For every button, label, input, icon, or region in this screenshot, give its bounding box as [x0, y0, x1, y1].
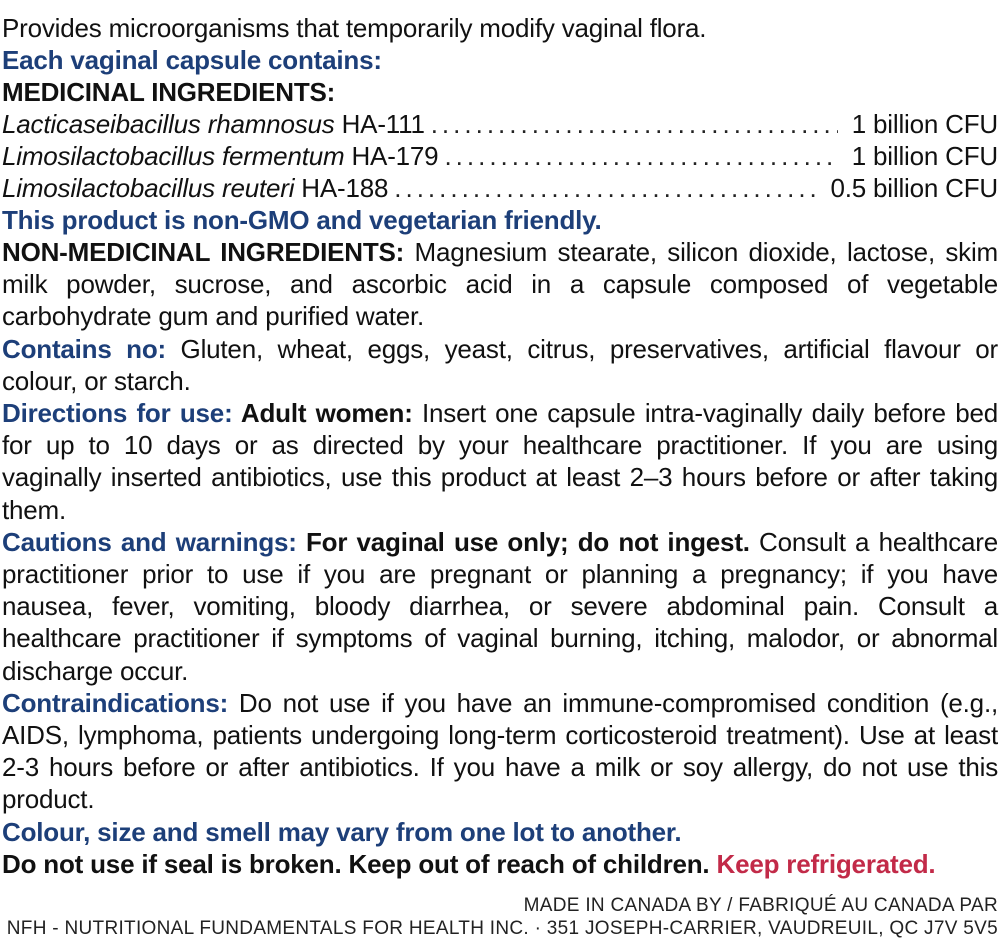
colour-note: Colour, size and smell may vary from one lot to another.: [2, 816, 682, 847]
cautions-sublabel: For vaginal use only; do not ingest.: [296, 526, 750, 557]
contraindications-section: [2, 687, 998, 816]
cautions-section: [2, 526, 998, 687]
manufacturer-footer: [2, 894, 998, 940]
ingredient-name: Limosilactobacillus fermentum: [2, 141, 345, 171]
ingredient-amount: 1 billion CFU: [851, 141, 998, 171]
dot-leader: [394, 172, 816, 204]
seal-note: Do not use if seal is broken. Keep out of reach of children.: [2, 848, 710, 879]
ingredient-list: [2, 108, 1000, 204]
ingredient-name: Limosilactobacillus reuteri: [2, 173, 295, 203]
contains-no-section: [2, 333, 998, 397]
contraindications-text: Do not use if you have an immune-compromised condition (e.g., AIDS, lymphoma, patients undergoing long-term corticosteroid treatment). Use at least 2-3 hours before or after antibiotics. If you have a milk or soy allergy, do not use this product.: [2, 687, 998, 815]
ingredient-strain: HA-188: [294, 173, 389, 203]
ingredient-amount: 0.5 billion CFU: [830, 173, 998, 203]
ingredient-row: [2, 108, 998, 140]
cautions-label: Cautions and warnings:: [2, 526, 297, 557]
footer-line-1: MADE IN CANADA BY / FABRIQUÉ AU CANADA PAR: [523, 894, 998, 916]
contains-no-text: Gluten, wheat, eggs, yeast, citrus, preservatives, artificial flavour or colour, or starch.: [2, 333, 998, 396]
ingredient-strain: HA-179: [344, 141, 439, 171]
cautions-text: Consult a healthcare practitioner prior to use if you are pregnant or planning a pregnancy; if you have nausea, fever, vomiting, bloody diarrhea, or severe abdominal pain. Consult a healthcare practitioner if symptoms of vaginal burning, itching, malodor, or abnormal discharge occur.: [2, 526, 998, 686]
directions-sublabel: Adult women:: [232, 398, 413, 429]
ingredient-name: Lacticaseibacillus rhamnosus: [2, 109, 335, 139]
non-gmo-statement: This product is non-GMO and vegetarian friendly.: [2, 205, 602, 235]
footer-line-2: NFH - NUTRITIONAL FUNDAMENTALS FOR HEALTH INC. · 351 JOSEPH-CARRIER, VAUDREUIL, QC J7V 5V5: [6, 917, 998, 939]
medicinal-heading: MEDICINAL INGREDIENTS:: [2, 77, 336, 107]
ingredient-row: [2, 140, 998, 172]
refrigerate-warning: Keep refrigerated.: [709, 848, 936, 879]
capsule-heading: Each vaginal capsule contains:: [2, 45, 382, 75]
directions-text: Insert one capsule intra-vaginally daily before bed for up to 10 days or as directed by your healthcare practitioner. If you are using vaginally inserted antibiotics, use this product at least 2–3 hours before or after taking them.: [2, 398, 999, 525]
intro-text: Provides microorganisms that temporarily modify vaginal flora.: [2, 13, 707, 43]
non-medicinal-section: [2, 236, 998, 333]
non-medicinal-label: NON-MEDICINAL INGREDIENTS:: [2, 237, 405, 267]
ingredient-strain: HA-111: [334, 109, 425, 139]
contains-no-label: Contains no:: [2, 333, 166, 364]
dot-leader: [444, 140, 837, 172]
contraindications-label: Contraindications:: [2, 687, 229, 718]
seal-warning: [2, 848, 1000, 880]
dot-leader: [431, 108, 838, 140]
non-medicinal-text: Magnesium stearate, silicon dioxide, lactose, skim milk powder, sucrose, and ascorbic acid in a capsule composed of vegetable carbohydrate gum and purified water.: [2, 237, 998, 332]
directions-label: Directions for use:: [2, 398, 233, 429]
ingredient-amount: 1 billion CFU: [851, 109, 998, 139]
directions-section: [2, 397, 998, 526]
ingredient-row: [2, 172, 998, 204]
